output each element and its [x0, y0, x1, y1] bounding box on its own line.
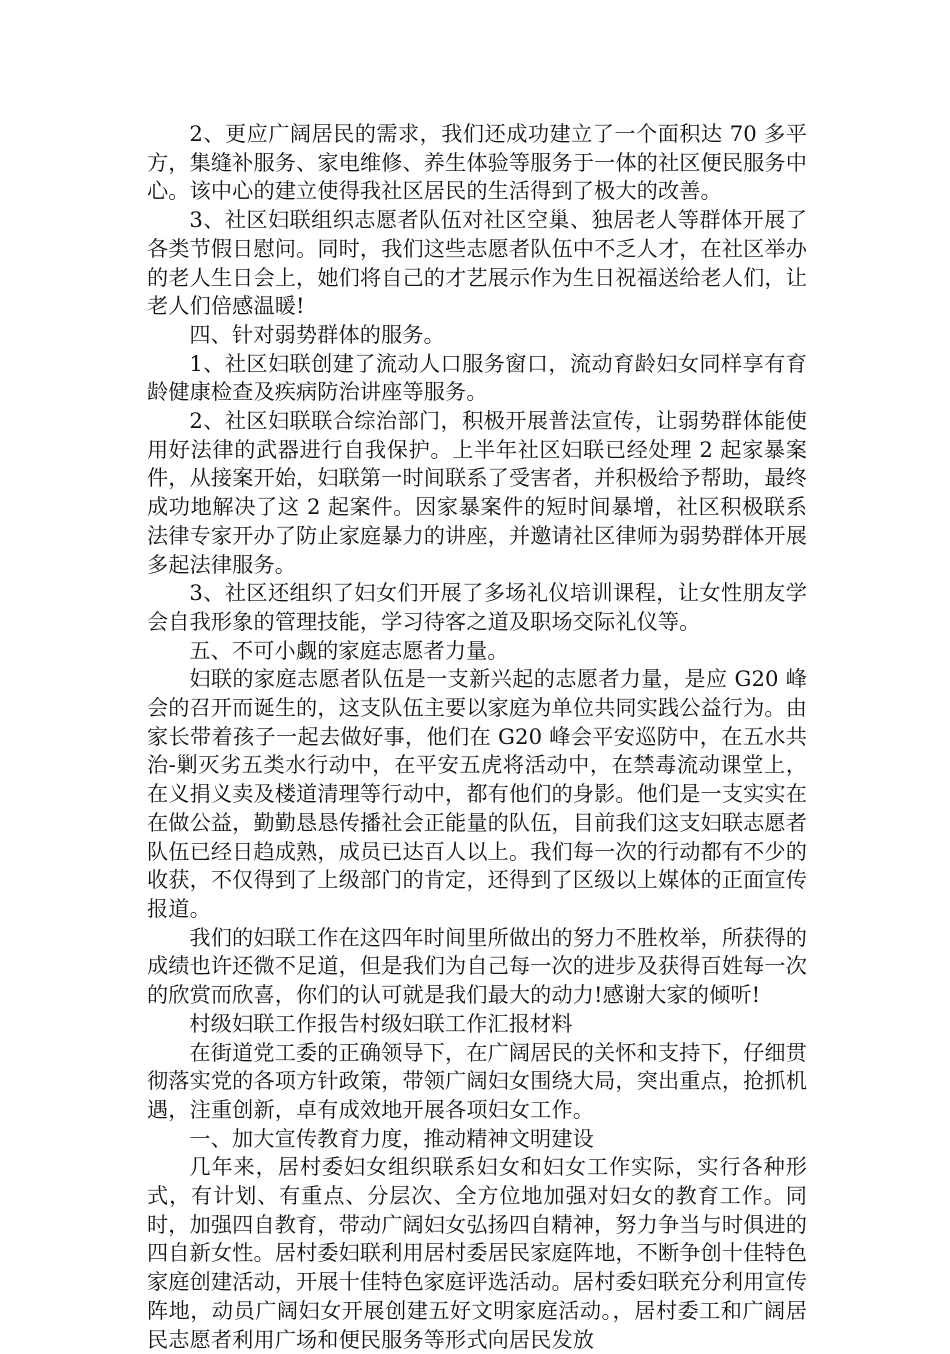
- paragraph-elderly-visits: 3、社区妇联组织志愿者队伍对社区空巢、独居老人等群体开展了各类节假日慰问。同时，我们这些志愿者队伍中不乏人才，在社区举办的老人生日会上，她们将自己的才艺展示作为生日祝福送给老人们，让老人们倍感温暖!: [147, 207, 807, 319]
- paragraph-closing-thanks: 我们的妇联工作在这四年时间里所做出的努力不胜枚举，所获得的成绩也许还微不足道，但是我们为自己每一次的进步及获得百姓每一次的欣赏而欣喜，你们的认可就是我们最大的动力!感谢大家的倾听!: [147, 924, 807, 1008]
- paragraph-etiquette-training: 3、社区还组织了妇女们开展了多场礼仪培训课程，让女性朋友学会自我形象的管理技能，学习待客之道及职场交际礼仪等。: [147, 580, 807, 634]
- paragraph-service-center: 2、更应广阔居民的需求，我们还成功建立了一个面积达 70 多平方，集缝补服务、家电维修、养生体验等服务于一体的社区便民服务中心。该中心的建立使得我社区居民的生活得到了极大的改善。: [147, 121, 807, 204]
- paragraph-introduction: 在街道党工委的正确领导下，在广阔居民的关怀和支持下，仔细贯彻落实党的各项方针政策，带领广阔妇女围绕大局，突出重点，抢抓机遇，注重创新，卓有成效地开展各项妇女工作。: [147, 1039, 807, 1122]
- report-title: 村级妇联工作报告村级妇联工作汇报材料: [189, 1010, 573, 1036]
- section-heading-1: 一、加大宣传教育力度，推动精神文明建设: [189, 1125, 594, 1151]
- section-heading-4: 四、针对弱势群体的服务。: [189, 321, 445, 347]
- section-heading-5: 五、不可小觑的家庭志愿者力量。: [189, 637, 509, 663]
- paragraph-family-volunteers: 妇联的家庭志愿者队伍是一支新兴起的志愿者力量，是应 G20 峰会的召开而诞生的，这支队伍主要以家庭为单位共同实践公益行为。由家长带着孩子一起去做好事，他们在 G20 峰会平安巡防中，在五水共治-剿灭劣五类水行动中，在平安五虎将活动中，在禁毒流动课堂上，在义捐义卖及楼道清理等行动中，都有他们的身影。他们是一支实实在在做公益，勤勤恳恳传播社会正能量的队伍，目前我们这支妇联志愿者队伍已经日趋成熟，成员已达百人以上。我们每一次的行动都有不少的收获，不仅得到了上级部门的肯定，还得到了区级以上媒体的正面宣传报道。: [147, 666, 807, 921]
- document-body: [147, 120, 807, 1354]
- paragraph-migrant-service: 1、社区妇联创建了流动人口服务窗口，流动育龄妇女同样享有育龄健康检查及疾病防治讲座等服务。: [147, 350, 807, 405]
- paragraph-education-work: 几年来，居村委妇女组织联系妇女和妇女工作实际，实行各种形式，有计划、有重点、分层次、全方位地加强对妇女的教育工作。同时，加强四自教育，带动广阔妇女弘扬四自精神，努力争当与时俱进的四自新女性。居村委妇联利用居村委居民家庭阵地，不断争创十佳特色家庭创建活动，开展十佳特色家庭评选活动。居村委妇联充分利用宣传阵地，动员广阔妇女开展创建五好文明家庭活动。，居村委工和广阔居民志愿者利用广场和便民服务等形式向居民发放: [147, 1154, 807, 1352]
- paragraph-legal-aid: 2、社区妇联联合综治部门，积极开展普法宣传，让弱势群体能使用好法律的武器进行自我保护。上半年社区妇联已经处理 2 起家暴案件，从接案开始，妇联第一时间联系了受害者，并积极给予帮助，最终成功地解决了这 2 起案件。因家暴案件的短时间暴增，社区积极联系法律专家开办了防止家庭暴力的讲座，并邀请社区律师为弱势群体开展多起法律服务。: [147, 408, 807, 577]
